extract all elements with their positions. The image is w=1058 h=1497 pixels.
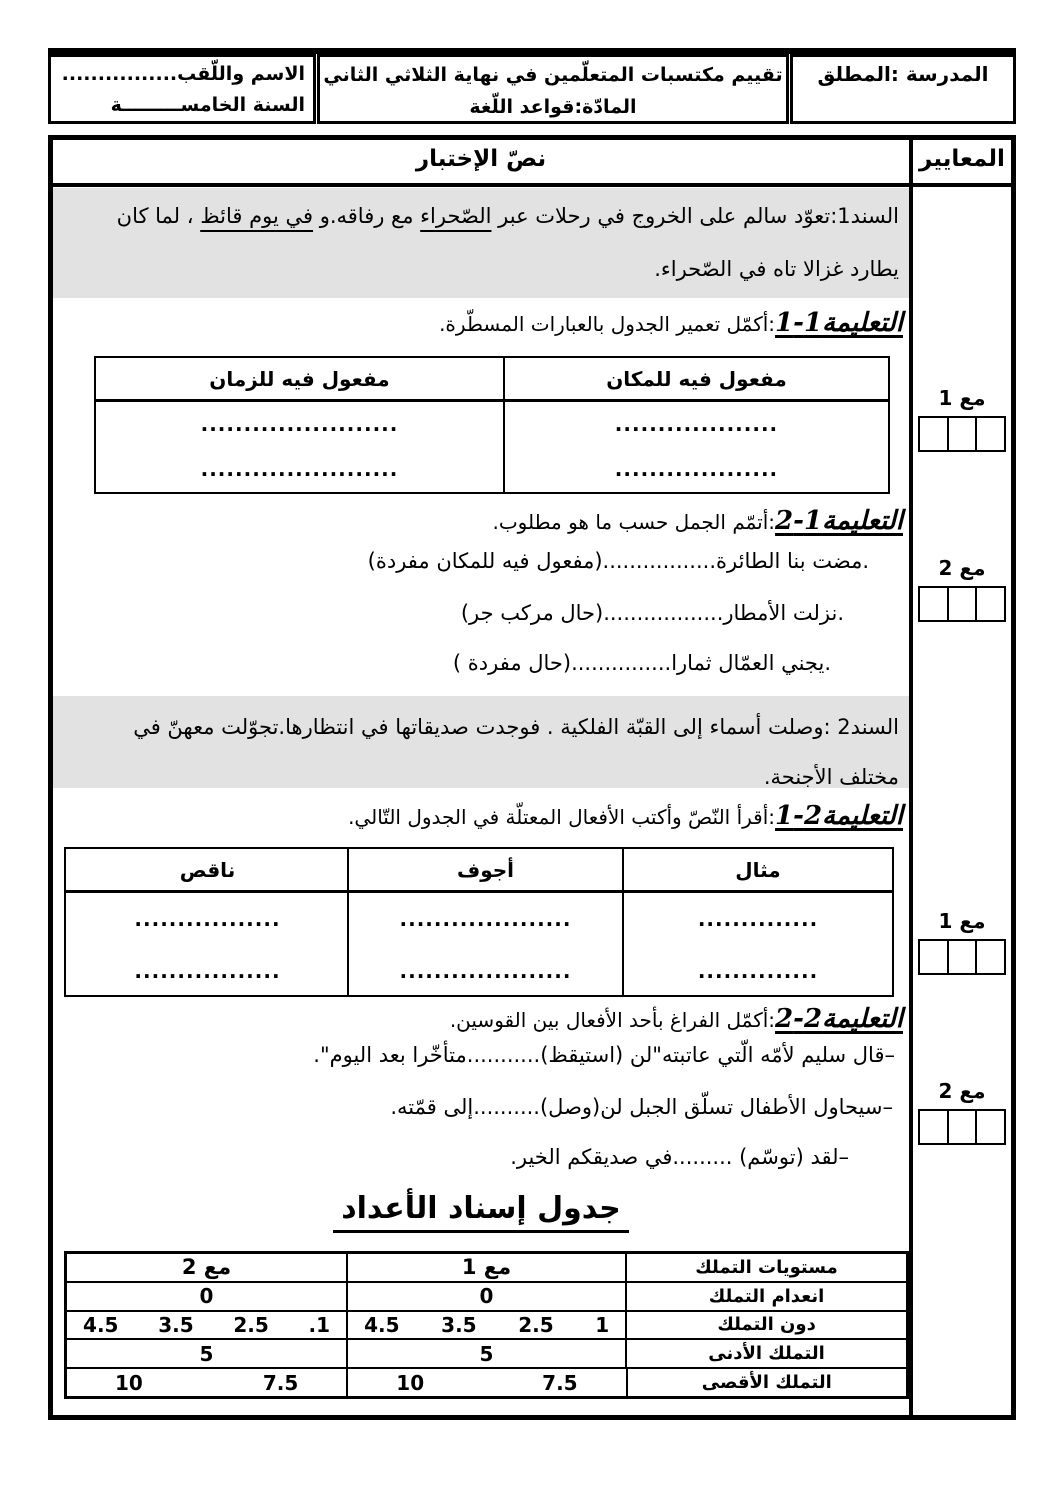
criterion1-header: مع 1 — [346, 1254, 625, 1281]
score-cell — [920, 588, 947, 620]
answer-dots-ajwaf: .................... — [347, 893, 622, 945]
grade-value: 7.5 — [542, 1370, 578, 1395]
score-cell — [975, 418, 1004, 450]
score-cell — [975, 588, 1004, 620]
test-text-title: نصّ الإختبار — [53, 140, 909, 187]
score-cell — [920, 1111, 947, 1143]
task21-heading: التعليمة2-1 — [775, 801, 903, 831]
answer-dots-ajwaf: .................... — [347, 945, 622, 997]
task22-instruction: :أكمّل الفراغ بأحد الأفعال بين القوسين. — [449, 1008, 776, 1032]
score-group-task22 — [913, 1079, 1011, 1145]
table-row — [96, 402, 888, 447]
grades-row-minimum — [67, 1340, 906, 1369]
column-ajwaf-header: أجوف — [347, 849, 622, 890]
grade-value: 3.5 — [158, 1312, 194, 1337]
support1-underlined-hot-day: في يوم قائظ — [200, 204, 314, 228]
support1-part2: مع رفاقه.و — [313, 204, 421, 228]
task11-heading-line — [53, 308, 909, 338]
grade-value: 2.5 — [233, 1312, 269, 1337]
answer-dots-time: ....................... — [200, 457, 399, 481]
score-cell — [947, 588, 976, 620]
grades-header-row — [67, 1254, 906, 1283]
grade-value: 2.5 — [518, 1312, 554, 1337]
row-values-m2 — [67, 1312, 346, 1339]
row-values-m2 — [67, 1369, 346, 1396]
support1-part3: ، لما كان يطارد غزالا تاه في الصّحراء. — [116, 204, 899, 281]
score-box — [918, 939, 1006, 975]
row-values-m2 — [67, 1283, 346, 1310]
criteria-header: المعايير — [909, 140, 1011, 187]
grades-row-below — [67, 1312, 906, 1341]
task12-heading: التعليمة1-2 — [775, 506, 903, 536]
school-label: المدرسة :المطلق — [817, 62, 989, 86]
score-group-task11 — [913, 386, 1011, 452]
task21-heading-line — [53, 801, 909, 831]
subject-label: المادّة:قواعد اللّغة — [469, 96, 637, 118]
row-values-m2 — [67, 1340, 346, 1367]
grade-value: 10 — [114, 1370, 143, 1395]
column-mithal-header: مثال — [622, 849, 892, 890]
table-row — [66, 945, 892, 997]
score-cell — [920, 941, 947, 973]
evaluation-title: تقييم مكتسبات المتعلّمين في نهاية الثلاثي الثاني — [323, 64, 783, 86]
verb-fill-line: –لقد (توسّم) .........في صديقكم الخير. — [510, 1145, 849, 1169]
support1-part1: السند1:تعوّد سالم على الخروج في رحلات عبر — [491, 204, 899, 228]
table-row — [66, 893, 892, 945]
answer-dots-place: ................... — [503, 402, 888, 447]
task11-heading: التعليمة1-1 — [775, 308, 903, 338]
row-label: التملك الأدنى — [625, 1340, 906, 1367]
weak-verbs-table-header — [66, 849, 892, 893]
adverb-table — [94, 356, 890, 494]
score-label: مع 2 — [938, 1079, 986, 1103]
score-cell — [947, 418, 976, 450]
grades-title — [53, 1191, 909, 1226]
grade-value: 0 — [199, 1284, 214, 1309]
weak-verbs-table — [64, 847, 894, 997]
score-cell — [947, 941, 976, 973]
answer-dots-place: ................... — [503, 447, 888, 492]
support1-underlined-desert: الصّحراء — [420, 204, 492, 228]
header-table — [48, 48, 1016, 124]
column-place-header: مفعول فيه للمكان — [503, 358, 888, 399]
row-values-m1 — [346, 1283, 625, 1310]
score-label: مع 2 — [938, 556, 986, 580]
score-cell — [947, 1111, 976, 1143]
exam-title-cell — [317, 54, 789, 124]
adverb-table-body — [96, 402, 888, 492]
task12-instruction: :أتمّم الجمل حسب ما هو مطلوب. — [492, 510, 776, 534]
criterion2-header: مع 2 — [181, 1255, 232, 1280]
grade-value: 5 — [479, 1341, 494, 1366]
score-label: مع 1 — [938, 909, 986, 933]
support-text-2: السند2 :وصلت أسماء إلى القبّة الفلكية . فوجدت صديقاتها في انتظارها.تجوّلت معهنّ في مختلف الأجنحة. — [53, 696, 909, 788]
score-box — [918, 586, 1006, 622]
grade-value: 1 — [595, 1312, 610, 1337]
table-row — [96, 447, 888, 492]
sentence-completion-line: .نزلت الأمطار..................(حال مركب جر) — [460, 601, 844, 625]
grade-value: 3.5 — [441, 1312, 477, 1337]
score-cell — [920, 418, 947, 450]
weak-verbs-table-body — [66, 893, 892, 997]
grade-value: 0 — [479, 1284, 494, 1309]
answer-dots-mithal: .............. — [622, 945, 892, 997]
student-info-cell — [48, 54, 316, 124]
score-group-task12 — [913, 556, 1011, 622]
school-cell — [790, 54, 1016, 124]
answer-dots-mithal: .............. — [622, 893, 892, 945]
row-values-m1 — [346, 1340, 625, 1367]
task21-instruction: :أقرأ النّصّ وأكتب الأفعال المعتلّة في الجدول التّالي. — [348, 805, 776, 829]
task11-instruction: :أكمّل تعمير الجدول بالعبارات المسطّرة. — [439, 312, 776, 336]
main-frame — [48, 135, 1016, 1420]
task22-heading-line — [53, 1004, 909, 1034]
grade-year-label: السنة الخامســـــــــة — [110, 94, 305, 116]
sentence-completion-line: .يجني العمّال ثمارا...............(حال مفردة ) — [452, 651, 831, 675]
score-box — [918, 416, 1006, 452]
grade-value: 10 — [396, 1370, 425, 1395]
grade-value: 5 — [199, 1341, 214, 1366]
score-cell — [975, 1111, 1004, 1143]
grade-value: 4.5 — [364, 1312, 400, 1337]
support-text-1 — [53, 188, 909, 298]
content-column — [53, 187, 909, 1415]
row-label: انعدام التملك — [625, 1283, 906, 1310]
criteria-column — [909, 187, 1011, 1415]
row-values-m1 — [346, 1312, 625, 1339]
verb-fill-line: –قال سليم لأمّه الّتي عاتبته"لن (استيقظ)...........متأخّرا بعد اليوم". — [313, 1043, 895, 1067]
answer-dots-time: ....................... — [200, 412, 399, 436]
row-values-m1 — [346, 1369, 625, 1396]
levels-header: مستويات التملك — [625, 1254, 906, 1281]
grade-value: 4.5 — [83, 1312, 119, 1337]
task22-heading: التعليمة2-2 — [775, 1004, 903, 1034]
grades-table — [64, 1251, 909, 1399]
column-time-header: مفعول فيه للزمان — [209, 367, 390, 391]
score-label: مع 1 — [938, 386, 986, 410]
answer-dots-naqis: ................. — [134, 959, 281, 983]
grades-row-none — [67, 1283, 906, 1312]
score-group-task21 — [913, 909, 1011, 975]
task12-heading-line — [53, 506, 909, 536]
grades-row-maximum — [67, 1369, 906, 1396]
sentence-completion-line: .مضت بنا الطائرة.................(مفعول فيه للمكان مفردة) — [367, 549, 869, 573]
row-label: التملك الأقصى — [626, 1369, 906, 1396]
grade-value: 7.5 — [262, 1370, 299, 1395]
score-cell — [975, 941, 1004, 973]
answer-dots-naqis: ................. — [134, 907, 281, 931]
adverb-table-header — [96, 358, 888, 402]
grade-value: 1. — [308, 1312, 331, 1337]
row-label: دون التملك — [625, 1312, 906, 1339]
student-name-label: الاسم واللّقب................ — [61, 63, 305, 85]
column-naqis-header: ناقص — [179, 858, 236, 882]
score-box — [918, 1109, 1006, 1145]
grades-title-text: جدول إسناد الأعداد — [333, 1191, 629, 1233]
verb-fill-line: –سيحاول الأطفال تسلّق الجبل لن(وصل)..........إلى قمّته. — [390, 1095, 893, 1119]
